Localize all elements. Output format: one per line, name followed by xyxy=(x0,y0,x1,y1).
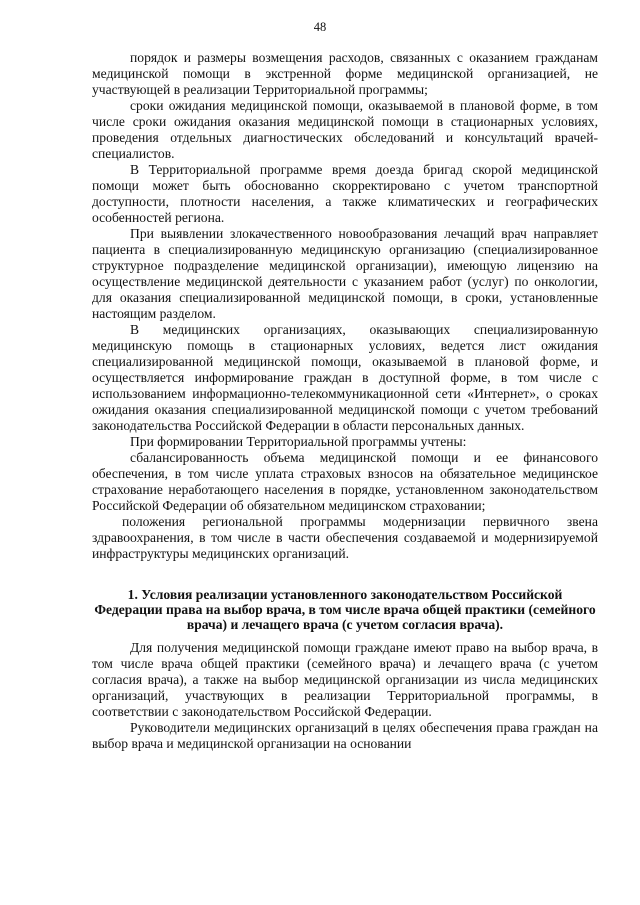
section-heading: 1. Условия реализации установленного законодательством Российской Федерации права на выбор врача, в том числе врача общей практики (семейного врача) и лечащего врача (с учетом согласия врача). xyxy=(94,587,596,632)
paragraph-modernization: положения региональной программы модернизации первичного звена здравоохранения, в том числе в части обеспечения создаваемой и модернизируемой инфраструктуры медицинских организаций. xyxy=(92,514,598,561)
paragraph-reimbursement: порядок и размеры возмещения расходов, связанных с оказанием гражданам медицинской помощи в экстренной форме медицинской организацией, не участвующей в реализации Территориальной программы; xyxy=(92,50,598,97)
paragraph-oncology-referral: При выявлении злокачественного новообразования лечащий врач направляет пациента в специализированную медицинскую организацию (специализированное структурное подразделение медицинской организации), имеющую лицензию на осуществление медицинской деятельности с указанием работ (услуг) по онкологии, для оказания специализированной медицинской помощи, в сроки, установленные настоящим разделом. xyxy=(92,226,598,321)
paragraph-ambulance-time: В Территориальной программе время доезда бригад скорой медицинской помощи может быть обоснованно скорректировано с учетом транспортной доступности, плотности населения, а также климатических и географических особенностей региона. xyxy=(92,162,598,225)
paragraph-waiting-list: В медицинских организациях, оказывающих специализированную медицинскую помощь в стационарных условиях, ведется лист ожидания специализированной медицинской помощи, оказываемой в плановой форме, и осуществляется информирование граждан в доступной форме, в том числе с использованием информационно-телекоммуникационной сети «Интернет», о сроках ожидания оказания специализированной медицинской помощи с учетом требований законодательства Российской Федерации в области персональных данных. xyxy=(92,322,598,433)
page-number: 48 xyxy=(313,20,327,34)
paragraph-balanced-volume: сбалансированность объема медицинской помощи и ее финансового обеспечения, в том числе уплата страховых взносов на обязательное медицинское страхование неработающего населения в порядке, установленном законодательством Российской Федерации об обязательном медицинском страховании; xyxy=(92,450,598,513)
paragraph-program-considered: При формировании Территориальной программы учтены: xyxy=(130,434,467,449)
paragraph-heads-of-organizations: Руководители медицинских организаций в целях обеспечения права граждан на выбор врача и медицинской организации на основании xyxy=(92,720,598,751)
paragraph-choice-of-doctor: Для получения медицинской помощи граждане имеют право на выбор врача, в том числе врача общей практики (семейного врача) и лечащего врача (с учетом согласия врача), а также на выбор медицинской организации из числа медицинских организаций, участвующих в реализации Территориальной программы, в соответствии с законодательством Российской Федерации. xyxy=(92,640,598,719)
document-body xyxy=(92,50,598,752)
paragraph-waiting-times: сроки ожидания медицинской помощи, оказываемой в плановой форме, в том числе сроки ожидания оказания медицинской помощи в стационарных условиях, проведения отдельных диагностических обследований и консультаций врачей-специалистов. xyxy=(92,98,598,161)
